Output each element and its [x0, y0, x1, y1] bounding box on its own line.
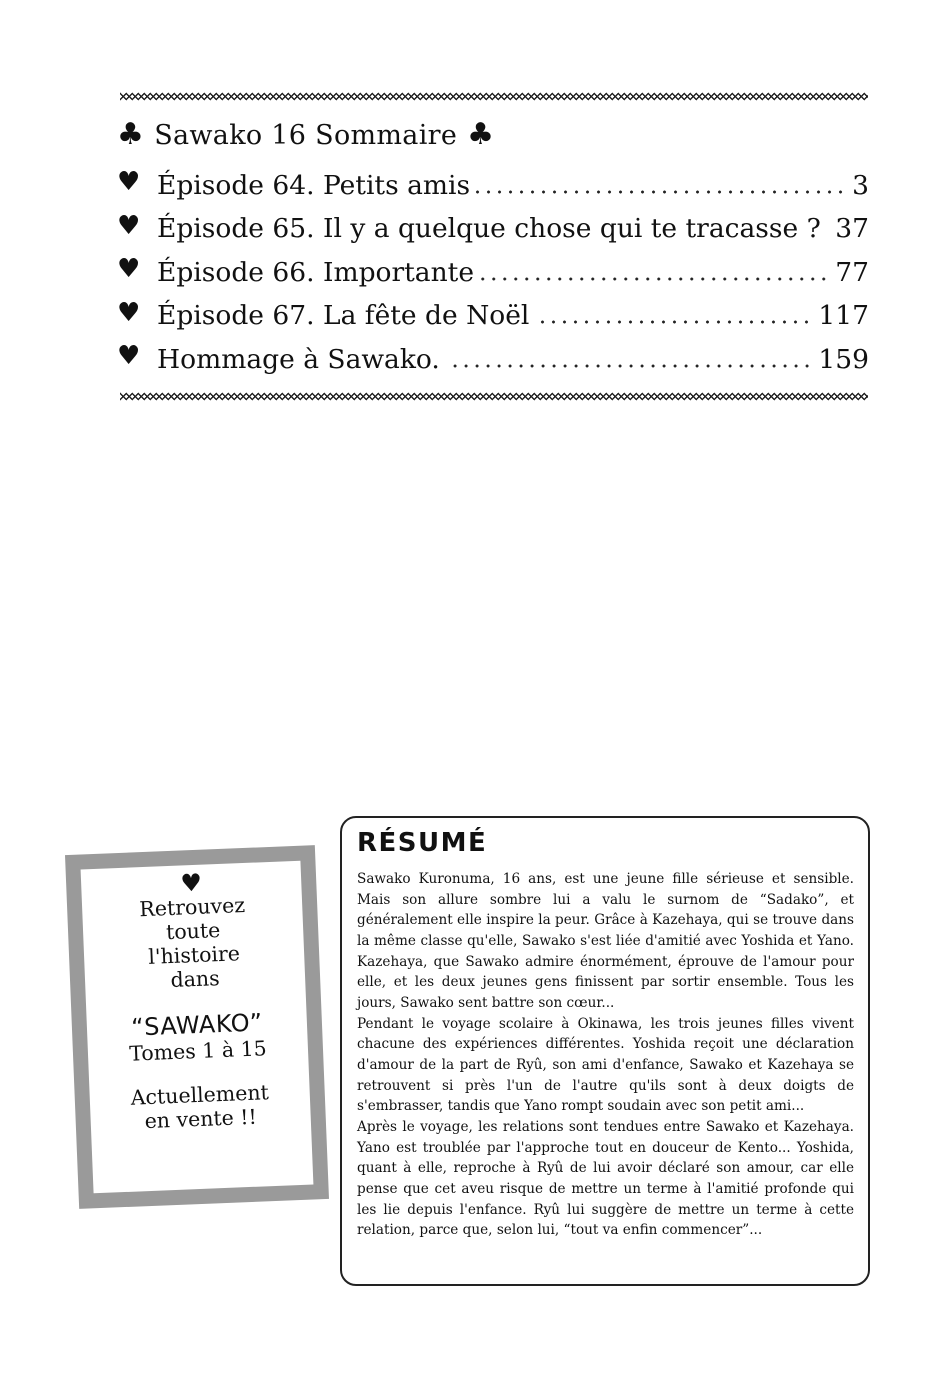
heart-icon: ♥ — [179, 868, 203, 898]
toc-title-row — [117, 113, 869, 157]
promo-line: l'histoire — [147, 941, 241, 969]
resume-body — [357, 869, 854, 1241]
bottom-zigzag-divider — [120, 392, 868, 401]
toc-entry — [117, 331, 869, 375]
toc-entry — [117, 201, 869, 245]
resume-paragraph: Sawako Kuronuma, 16 ans, est une jeune fille sérieuse et sensible. Mais son allure sombre lui a valu le surnom de “Sadako”, et généralement elle inspire la peur. Grâce à Kazehaya, qui se trouve dans la même classe qu'elle, Sawako s'est liée d'amitié avec Yoshida et Yano. Kazehaya, que Sawako admire énormément, éprouve de l'amour pour elle, et les deux jeunes gens finissent par sortir ensemble. Tous les jours, Sawako sent battre son cœur... — [357, 871, 854, 1011]
toc-entry-page: 3 — [852, 169, 869, 201]
top-zigzag-divider — [120, 92, 868, 101]
toc-entry-label: Épisode 66. Importante — [157, 256, 475, 288]
toc-entry-page: 117 — [818, 300, 869, 331]
heart-icon: ♥ — [117, 297, 141, 328]
dot-leader — [476, 190, 846, 194]
toc-entry-label: Épisode 64. Petits amis — [157, 169, 471, 201]
promo-line: toute — [165, 918, 221, 945]
promo-box — [65, 845, 329, 1209]
promo-line: dans — [170, 966, 221, 993]
dot-leader — [480, 277, 829, 281]
promo-volumes: Tomes 1 à 15 — [128, 1036, 268, 1066]
resume-paragraph: Après le voyage, les relations sont tendues entre Sawako et Kazehaya. Yano est troublée par l'approche tout en douceur de Kento... Yoshida, quant à elle, reproche à Ryû de lui avoir déclaré son amour, car elle pense que cet aveu risque de mettre un terme à l'amitié profonde qui les lie depuis l'enfance. Ryû lui suggère de mettre un terme à cette relation, parce que, selon lui, “tout va enfin commencer”... — [357, 1118, 854, 1239]
heart-icon: ♥ — [117, 210, 141, 241]
heart-icon: ♥ — [117, 341, 141, 372]
toc-entry-label: Hommage à Sawako. — [157, 343, 440, 375]
resume-title: RÉSUMÉ — [357, 828, 488, 858]
resume-paragraph: Pendant le voyage scolaire à Okinawa, les trois jeunes filles vivent chacune des expériences différentes. Yoshida reçoit une déclaration d'amour de la part de Ryû, son ami d'enfance, Sawako et Kazehaya se retrouvent si près l'un de l'autre qu'ils sont à deux doigts de s'embrasser, tandis que Yano rompt soudain avec son petit ami... — [357, 1015, 854, 1115]
toc-entry-label: Épisode 67. La fête de Noël — [157, 300, 530, 331]
promo-series-title: “SAWAKO” — [130, 1008, 264, 1042]
promo-line: Retrouvez — [138, 892, 246, 922]
toc-entry — [117, 244, 869, 288]
resume-box — [340, 816, 870, 1286]
table-of-contents — [117, 113, 869, 375]
club-icon: ♣ — [117, 117, 145, 152]
toc-entry-page: 77 — [835, 256, 869, 288]
toc-entry-page: 37 — [835, 213, 869, 244]
dot-leader — [446, 364, 813, 368]
toc-entry-label: Épisode 65. Il y a quelque chose qui te tracasse ? — [157, 213, 821, 244]
dot-leader — [827, 233, 829, 237]
dot-leader — [535, 320, 812, 324]
promo-sale-line: en vente !! — [144, 1104, 258, 1134]
heart-icon: ♥ — [117, 254, 141, 285]
promo-sale-line: Actuellement — [130, 1080, 270, 1110]
toc-entry — [117, 288, 869, 332]
toc-entry — [117, 157, 869, 201]
club-icon: ♣ — [467, 117, 495, 152]
heart-icon: ♥ — [117, 167, 141, 198]
toc-title: Sawako 16 Sommaire — [154, 119, 458, 151]
toc-entry-page: 159 — [818, 343, 869, 375]
